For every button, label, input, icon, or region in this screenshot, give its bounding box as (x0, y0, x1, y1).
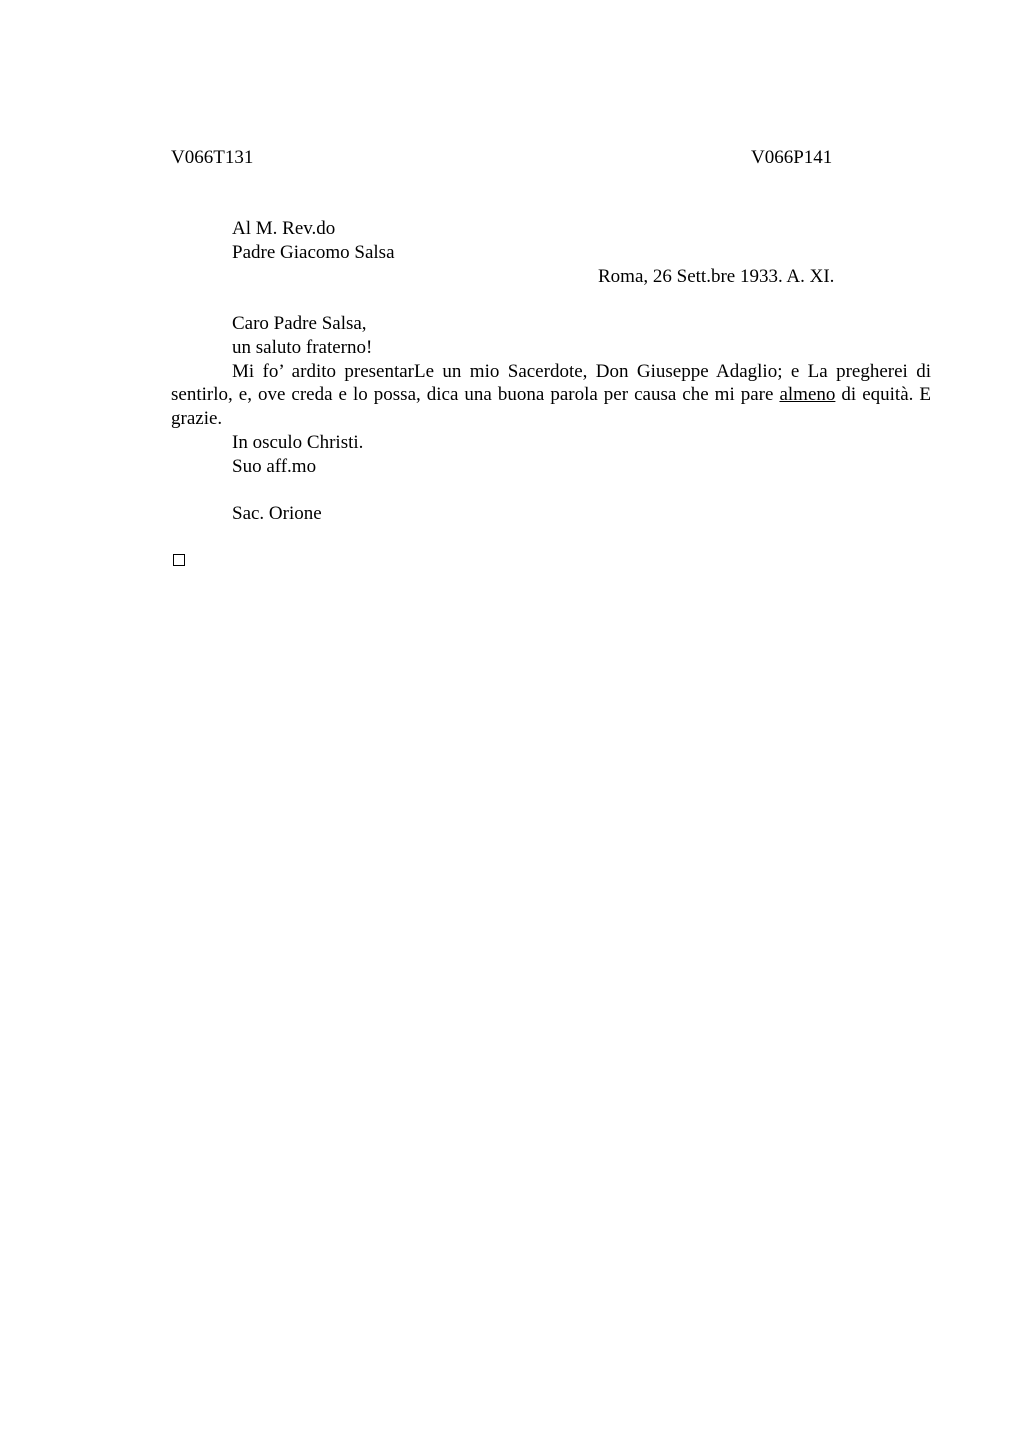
paragraph-text-after: di equità. E grazie. (171, 384, 931, 430)
signature: Sac. Orione (232, 503, 322, 524)
closing-phrase: In osculo Christi. (232, 431, 364, 453)
letter-body (171, 312, 931, 479)
paragraph-text-before: Mi fo’ ardito presentarLe un mio Sacerdote, Don Giuseppe Adaglio; e La pregherei di sentirlo, e, ove creda e lo possa, dica una buona parola per causa che mi pare (171, 360, 931, 406)
address-block (171, 217, 931, 288)
underlined-word: almeno (779, 384, 836, 406)
letter-date: Roma, 26 Sett.bre 1933. A. XI. (598, 265, 835, 287)
greeting: un saluto fraterno! (232, 336, 373, 358)
signature-block (171, 502, 931, 526)
document-code-right: V066P141 (751, 147, 833, 168)
salutation: Caro Padre Salsa, (232, 313, 367, 334)
recipient-name: Padre Giacomo Salsa (232, 241, 395, 263)
document-code-left: V066T131 (171, 147, 254, 168)
closing-signoff: Suo aff.mo (232, 455, 317, 477)
empty-box-icon (173, 554, 185, 566)
recipient-title: Al M. Rev.do (232, 218, 336, 239)
main-paragraph (171, 360, 931, 431)
